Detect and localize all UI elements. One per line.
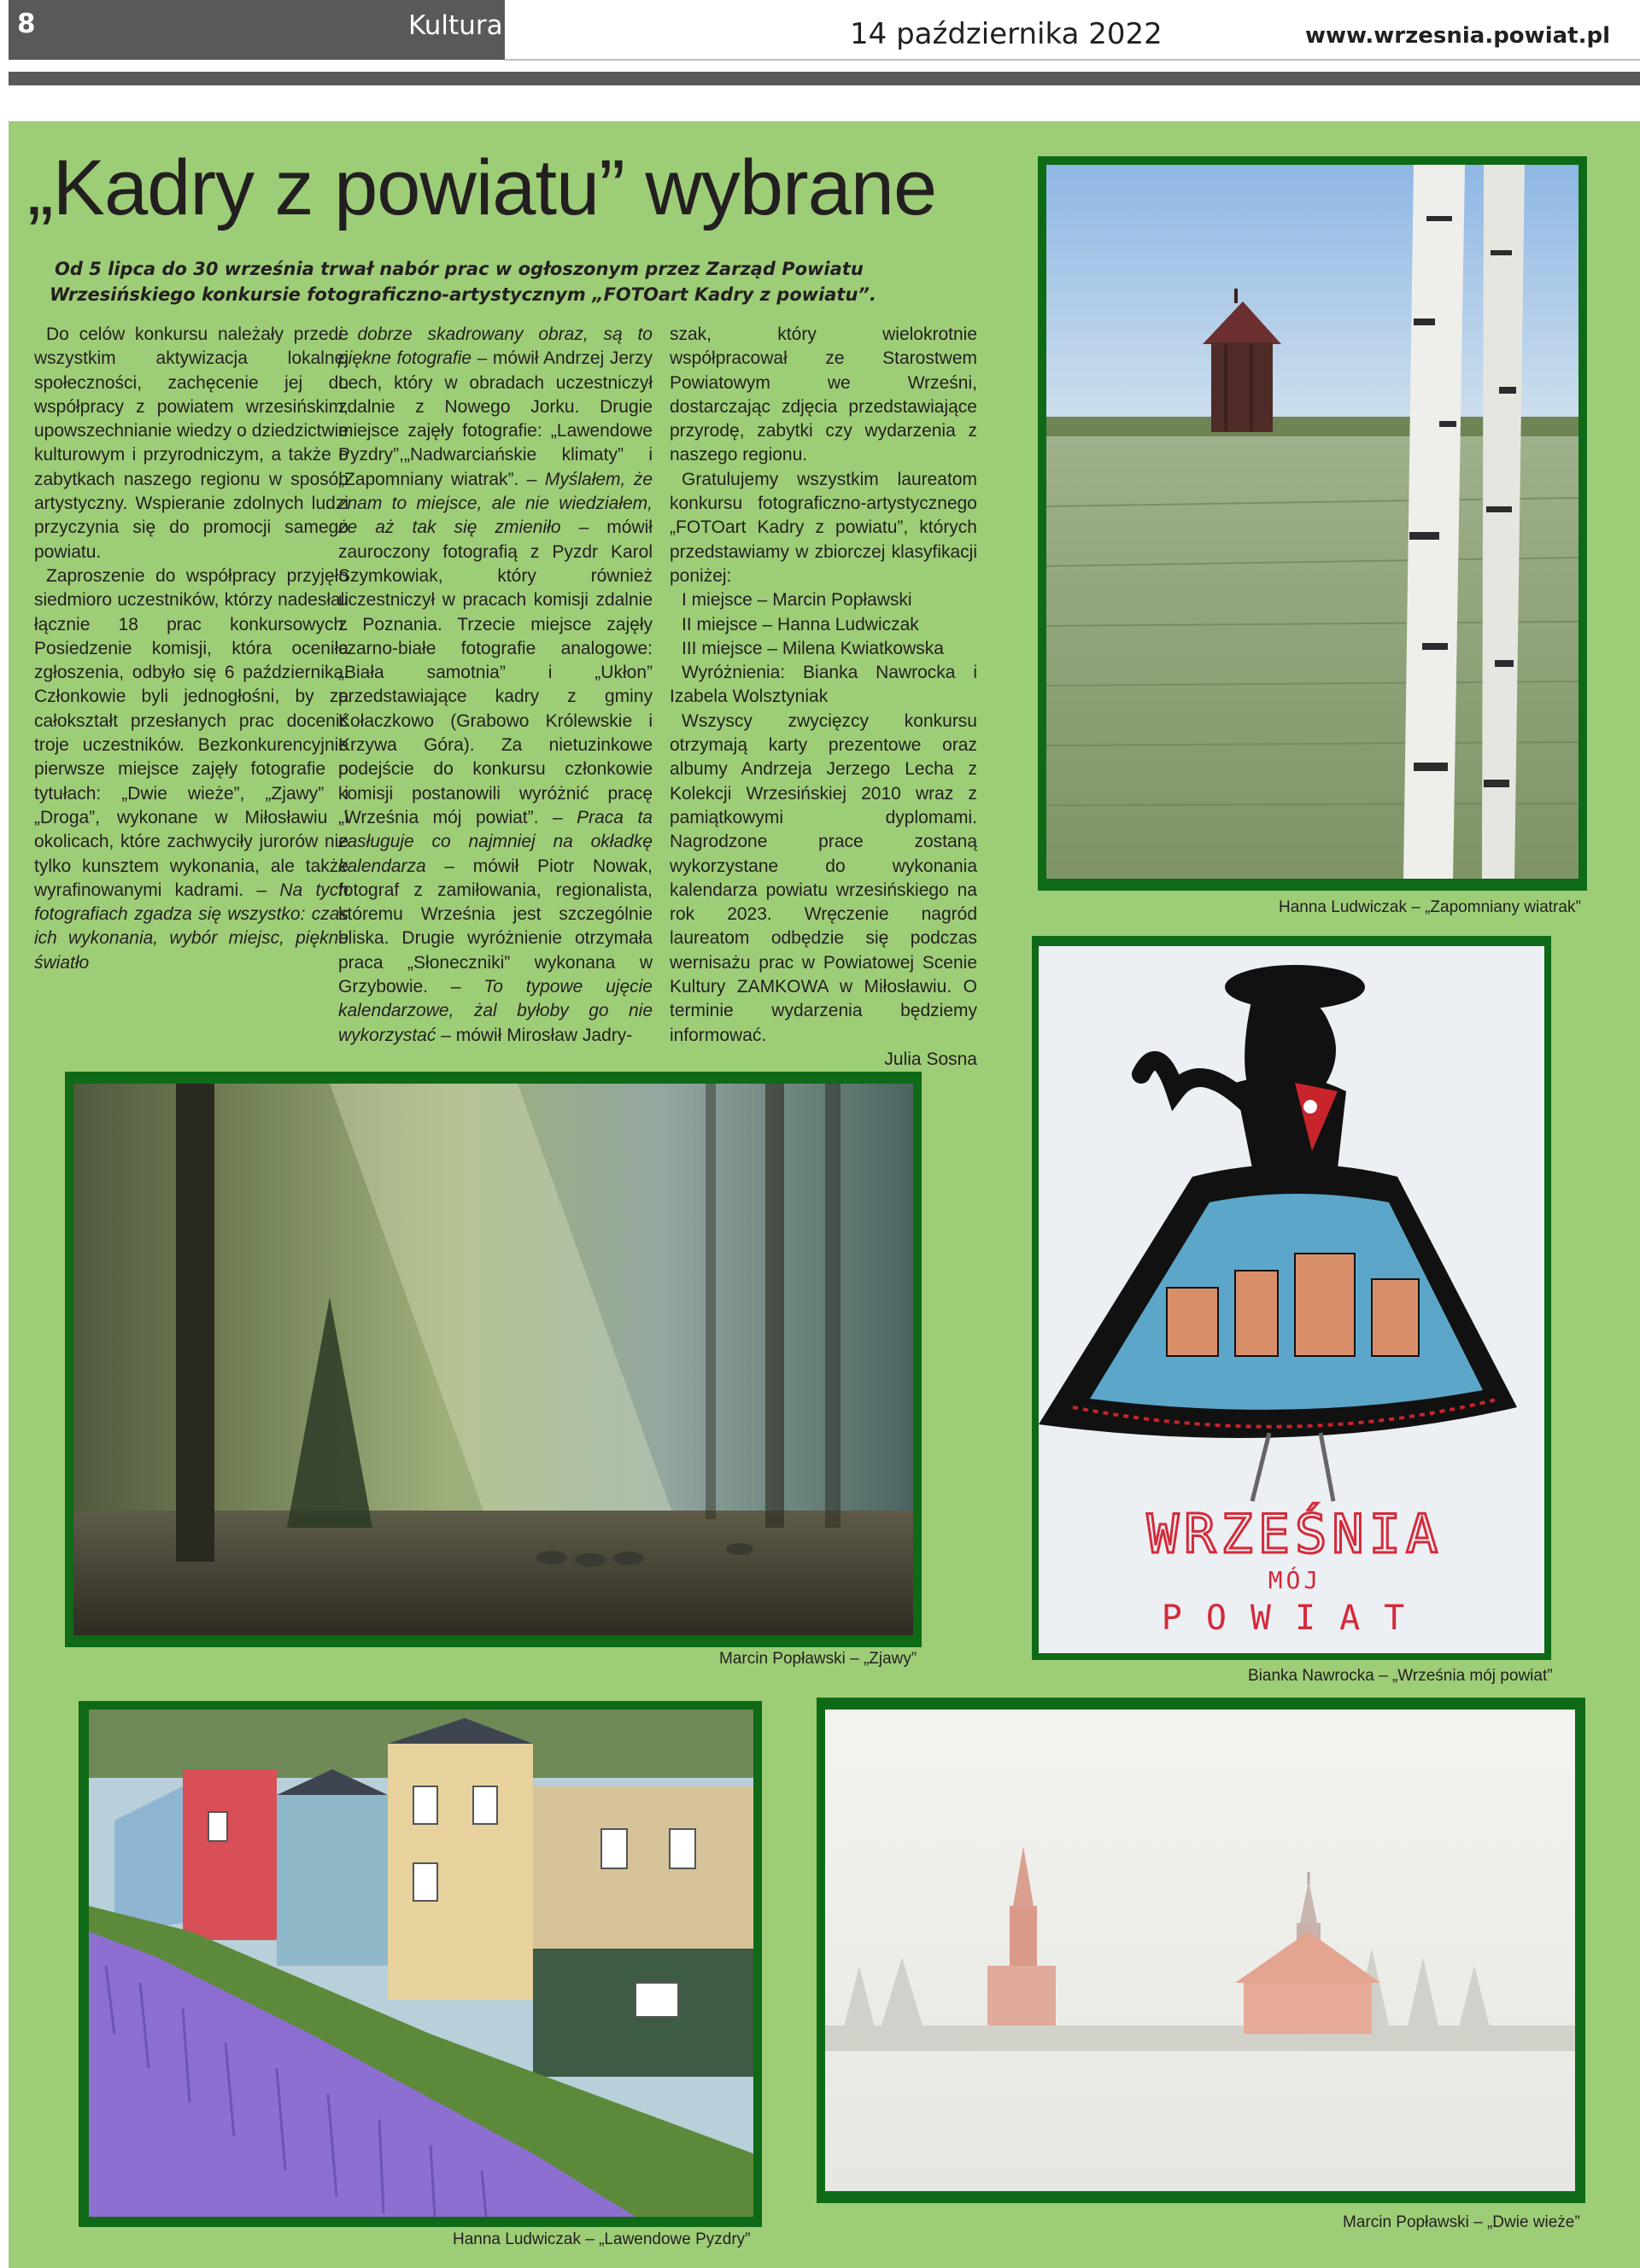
caption-zjawy: Marcin Popławski – „Zjawy” (719, 1650, 917, 1668)
website-link[interactable]: www.wrzesnia.powiat.pl (1305, 23, 1610, 49)
article-column-2 (338, 323, 653, 1048)
article-column-3 (670, 323, 977, 1072)
col3-paragraph-1: szak, który wielokrotnie współpracował ze Starostwem Powiatowym we Wrześni, dostarczając zdjęcia przedstawiające przyrodę, zabytki czy wydarzenia z naszego regionu. (670, 324, 977, 465)
page-number: 8 (17, 9, 36, 39)
col2-quote-2: Myślałem, że znam to miejsce, ale nie wiedziałem, że aż tak się zmieniło (338, 469, 653, 538)
col2-text-2: – mówił zauroczony fotografią z Pyzdr Karol Szymkowiak, który również uczestniczył w pracach komisji zdalnie z Poznania. Trzecie miejsce zajęły czarno-białe fotografie analogowe: „Biała samotnia” i „Ukłon” przedstawiające kadry z gminy Kołaczkowo (Grabowo Królewskie i Krzywa Góra). Za nietuzinkowe podejście do konkursu członkowie komisji postanowili wyróżnić pracę „Września mój powiat”. – (338, 517, 653, 827)
caption-dwie-wieze: Marcin Popławski – „Dwie wieże” (1343, 2213, 1580, 2231)
photo-zapomniany-wiatrak (1038, 156, 1587, 891)
photo-zjawy (65, 1072, 922, 1647)
winner-third-place: III miejsce – Milena Kwiatkowska (682, 638, 944, 658)
caption-wrzesnia-moj-powiat: Bianka Nawrocka – „Września mój powiat” (1248, 1667, 1553, 1685)
drawing-title-line-2: MÓJ (1268, 1566, 1322, 1594)
col2-quote-3: Praca ta zasługuje co najmniej na okładkę kalendarza (338, 807, 653, 876)
lead-paragraph: Od 5 lipca do 30 września trwał nabór prac w ogłoszonym przez Zarząd Powiatu Wrzesińskiego konkursie fotograficzno-artystycznym „FOTOart Kadry z powiatu”. (50, 259, 876, 305)
winner-first-place: I miejsce – Marcin Popławski (682, 590, 912, 611)
col1-paragraph-2 (34, 564, 348, 975)
winner-second-place: II miejsce – Hanna Ludwiczak (682, 614, 919, 634)
col3-paragraph-2: Gratulujemy wszystkim laureatom konkursu fotograficzno-artystycznego „FOTOart Kadry z powiatu”, których przedstawiamy w zbiorczej klasyfikacji poniżej: (670, 469, 977, 586)
author-signature: Julia Sosna (884, 1049, 977, 1069)
dwie-wieze-image (825, 1710, 1575, 2191)
col2-paragraph (338, 323, 653, 1048)
col2-text-3: – mówił Piotr Nowak, fotograf z zamiłowania, regionalista, któremu Września jest szczególnie bliska. Drugie wyróżnienie otrzymała praca „Słoneczniki” wykonana w Grzybowie. – (338, 856, 653, 997)
col3-paragraph-3: Wszyscy zwycięzcy konkursu otrzymają karty prezentowe oraz albumy Andrzeja Jerzego Lecha z Kolekcji Wrzesińskiej 2010 wraz z pamiątkowymi dyplomami. Nagrodzone prace zostaną wykorzystane do wykonania kalendarza powiatu wrzesińskiego na rok 2023. Wręczenie nagród laureatom odbędzie się podczas wernisażu prac w Powiatowej Scenie Kultury ZAMKOWA w Miłosławiu. O terminie wydarzenia będziemy informować. (670, 710, 977, 1045)
distinctions: Wyróżnienia: Bianka Nawrocka i Izabela Wolsztyniak (670, 663, 977, 707)
drawing-title-line-3: POWIAT (1161, 1599, 1429, 1638)
issue-date: 14 października 2022 (850, 17, 1163, 51)
lawendowe-pyzdry-image (89, 1710, 753, 2217)
article-column-1 (34, 323, 348, 975)
headline: „Kadry z powiatu” wybrane (27, 144, 937, 231)
col1-paragraph-1: Do celów konkursu należały przede wszystkim aktywizacja lokalnej społeczności, zachęcenie jej do współpracy z powiatem wrzesińskim, upowszechnianie wiedzy o dziedzictwie kulturowym i przyrodniczym, a także o zabytkach naszego regionu w sposób artystyczny. Wspieranie zdolnych ludzi przyczynia się do promocji samego powiatu. (34, 324, 348, 562)
col1-paragraph-2-text: Zaproszenie do współpracy przyjęło siedmioro uczestników, którzy nadesłali łącznie 18 prac konkursowych. Posiedzenie komisji, która oceniła zgłoszenia, odbyło się 6 października. Członkowie byli jednogłośni, by za całokształt przesłanych prac docenić troje uczestników. Bezkonkurencyjnie pierwsze miejsce zajęły fotografie o tytułach: „Dwie wieże”, „Zjawy” i „Droga”, wykonane w Miłosławiu i okolicach, które zachwyciły jurorów nie tylko kunsztem wykonania, ale także wyrafinowanymi kadrami. – (34, 565, 348, 900)
col2-quote-4: To typowe ujęcie kalendarzowe, żal byłoby go nie wykorzystać (338, 977, 653, 1045)
drawing-title-line-1: WRZEŚNIA (1146, 1503, 1444, 1565)
wrzesnia-drawing-image (1039, 946, 1544, 1653)
photo-lawendowe-pyzdry (79, 1701, 762, 2227)
zjawy-forest-image (73, 1084, 913, 1635)
col2-text-1: – mówił Andrzej Jerzy Lech, który w obradach uczestniczył zdalnie z Nowego Jorku. Drugie miejsce zajęły fotografie: „Lawendowe Pyzdry”,„Nadwarciańskie klimaty” i „Zapomniany wiatrak”. – (338, 348, 653, 489)
caption-zapomniany-wiatrak: Hanna Ludwiczak – „Zapomniany wiatrak” (1279, 898, 1581, 916)
col2-quote-1: i dobrze skadrowany obraz, są to piękne fotografie (338, 324, 653, 369)
section-name: Kultura (408, 10, 503, 41)
col1-quote: Na tych fotografiach zgadza się wszystko: czas ich wykonania, wybór miejsc, piękne światło (34, 880, 348, 973)
windmill-image (1046, 165, 1578, 879)
photo-dwie-wieze (817, 1698, 1585, 2203)
header-rule (505, 59, 1640, 61)
col2-text-4: – mówił Mirosław Jadry- (436, 1025, 633, 1045)
caption-lawendowe-pyzdry: Hanna Ludwiczak – „Lawendowe Pyzdry” (453, 2230, 751, 2248)
photo-wrzesnia-moj-powiat (1032, 936, 1551, 1660)
header-stripe (9, 72, 1640, 85)
